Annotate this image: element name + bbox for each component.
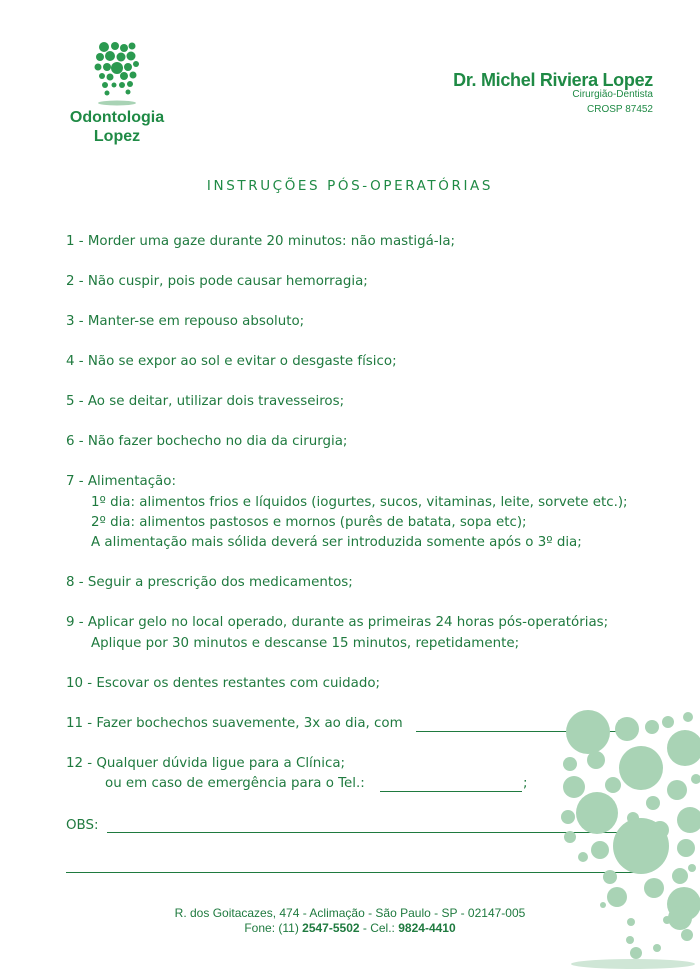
instruction-item: 7 - Alimentação:: [66, 474, 176, 489]
instruction-item: 4 - Não se expor ao sol e evitar o desgaste físico;: [66, 354, 397, 369]
instruction-item: 12 - Qualquer dúvida ligue para a Clínica;: [66, 756, 346, 771]
cel-number: 9824-4410: [398, 921, 456, 935]
instruction-subitem: 1º dia: alimentos frios e líquidos (iogurtes, sucos, vitaminas, leite, sorvete etc.);: [91, 495, 628, 510]
emergency-phone-blank-line[interactable]: [380, 791, 522, 792]
instruction-item: 11 - Fazer bochechos suavemente, 3x ao dia, com: [66, 716, 403, 731]
logo: [62, 40, 172, 150]
instruction-item: 9 - Aplicar gelo no local operado, durante as primeiras 24 horas pós-operatórias;: [66, 615, 609, 630]
doctor-registration: CROSP 87452: [587, 104, 653, 115]
instruction-item: 1 - Morder uma gaze durante 20 minutos: não mastigá-la;: [66, 234, 456, 249]
instruction-item: 8 - Seguir a prescrição dos medicamentos;: [66, 575, 353, 590]
instruction-subitem: Aplique por 30 minutos e descanse 15 minutos, repetidamente;: [91, 636, 520, 651]
instruction-item: 2 - Não cuspir, pois pode causar hemorragia;: [66, 274, 368, 289]
obs-label: OBS:: [66, 818, 99, 833]
semicolon: ;: [523, 776, 528, 791]
footer-contact: [0, 921, 700, 935]
instruction-subitem: 2º dia: alimentos pastosos e mornos (purês de batata, sopa etc);: [91, 515, 527, 530]
instruction-item: 10 - Escovar os dentes restantes com cuidado;: [66, 676, 381, 691]
instruction-item: 6 - Não fazer bochecho no dia da cirurgia;: [66, 434, 348, 449]
instruction-item: 5 - Ao se deitar, utilizar dois travesseiros;: [66, 394, 345, 409]
doctor-name: Dr. Michel Riviera Lopez: [453, 70, 653, 90]
instruction-subitem: A alimentação mais sólida deverá ser introduzida somente após o 3º dia;: [91, 535, 582, 550]
instruction-subitem: ou em caso de emergência para o Tel.:: [105, 776, 365, 791]
logo-line2: Lopez: [93, 128, 141, 145]
phone-number: 2547-5502: [302, 921, 360, 935]
phone-label: Fone: (11): [244, 921, 299, 935]
footer-address: R. dos Goitacazes, 474 - Aclimação - São Paulo - SP - 02147-005: [174, 906, 526, 920]
doctor-title: Cirurgião-Dentista: [572, 89, 653, 100]
cel-label: - Cel.:: [362, 921, 395, 935]
document-title: INSTRUÇÕES PÓS-OPERATÓRIAS: [206, 178, 494, 194]
tooth-dots-icon: [62, 40, 172, 108]
logo-line1: Odontologia: [69, 109, 165, 126]
instruction-item: 3 - Manter-se em repouso absoluto;: [66, 314, 305, 329]
